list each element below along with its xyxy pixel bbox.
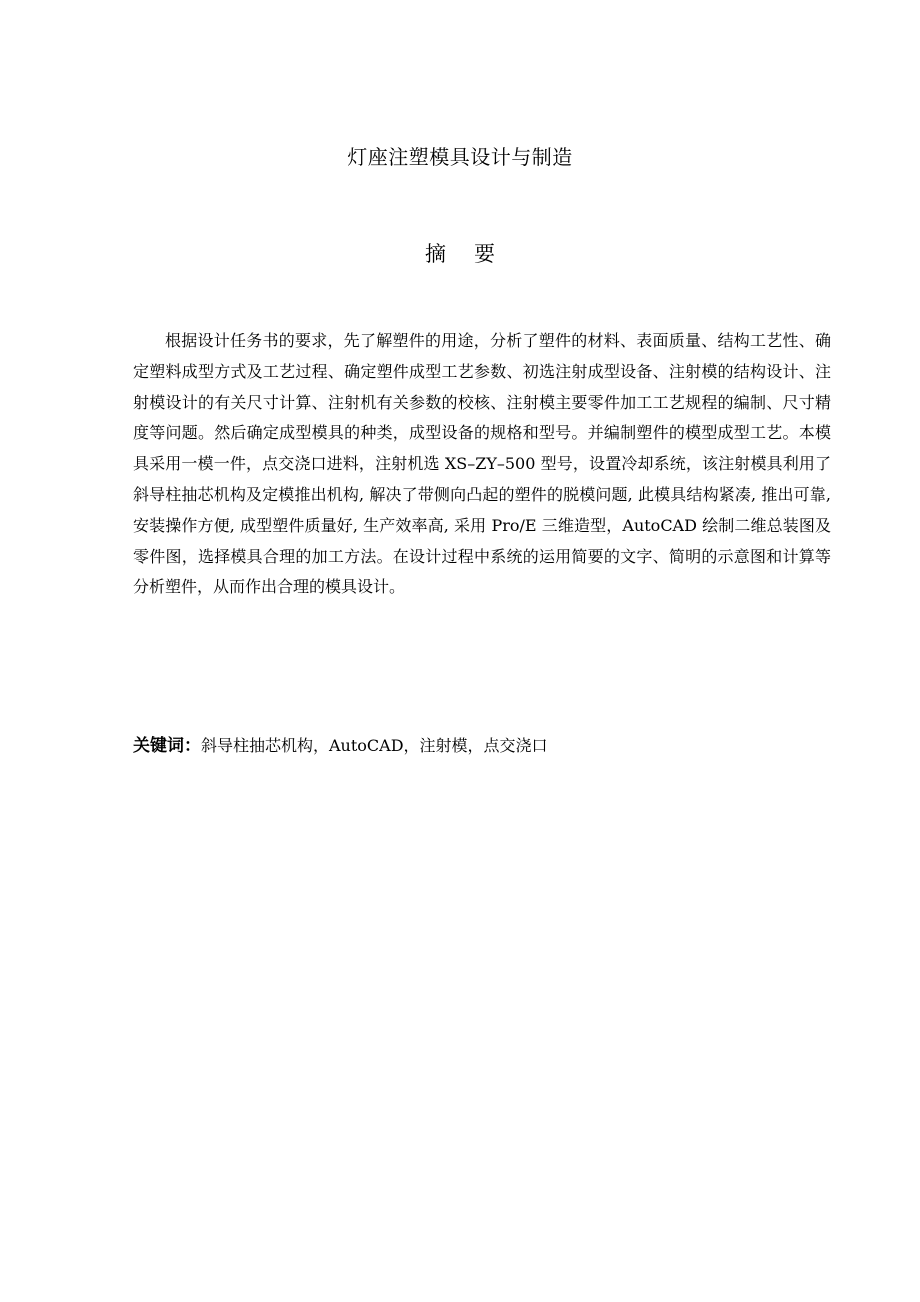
document-title: 灯座注塑模具设计与制造: [347, 145, 573, 169]
abstract-heading-left: 摘: [425, 242, 446, 266]
keywords-text: 斜导柱抽芯机构，AutoCAD，注射模，点交浇口: [201, 736, 548, 755]
abstract-heading-right: 要: [474, 242, 495, 266]
abstract-paragraph: 根据设计任务书的要求，先了解塑件的用途，分析了塑件的材料、表面质量、结构工艺性、确定塑料成型方式及工艺过程、确定塑件成型工艺参数、初选注射成型设备、注射模的结构设计、注射模设计的有关尺寸计算、注射机有关参数的校核、注射模主要零件加工工艺规程的编制、尺寸精度等问题。然后确定成型模具的种类，成型设备的规格和型号。并编制塑件的模型成型工艺。本模具采用一模一件，点交浇口进料，注射机选 XS–ZY–500 型号，设置冷却系统，该注射模具利用了斜导柱抽芯机构及定模推出机构, 解决了带侧向凸起的塑件的脱模问题, 此模具结构紧凑, 推出可靠, 安装操作方便, 成型塑件质量好, 生产效率高, 采用 Pro/E 三维造型，AutoCAD 绘制二维总装图及零件图，选择模具合理的加工方法。在设计过程中系统的运用简要的文字、简明的示意图和计算等分析塑件，从而作出合理的模具设计。: [133, 331, 831, 597]
keywords-line: [133, 731, 831, 761]
abstract-heading: [0, 239, 920, 269]
keywords-label: 关键词：: [133, 736, 201, 756]
